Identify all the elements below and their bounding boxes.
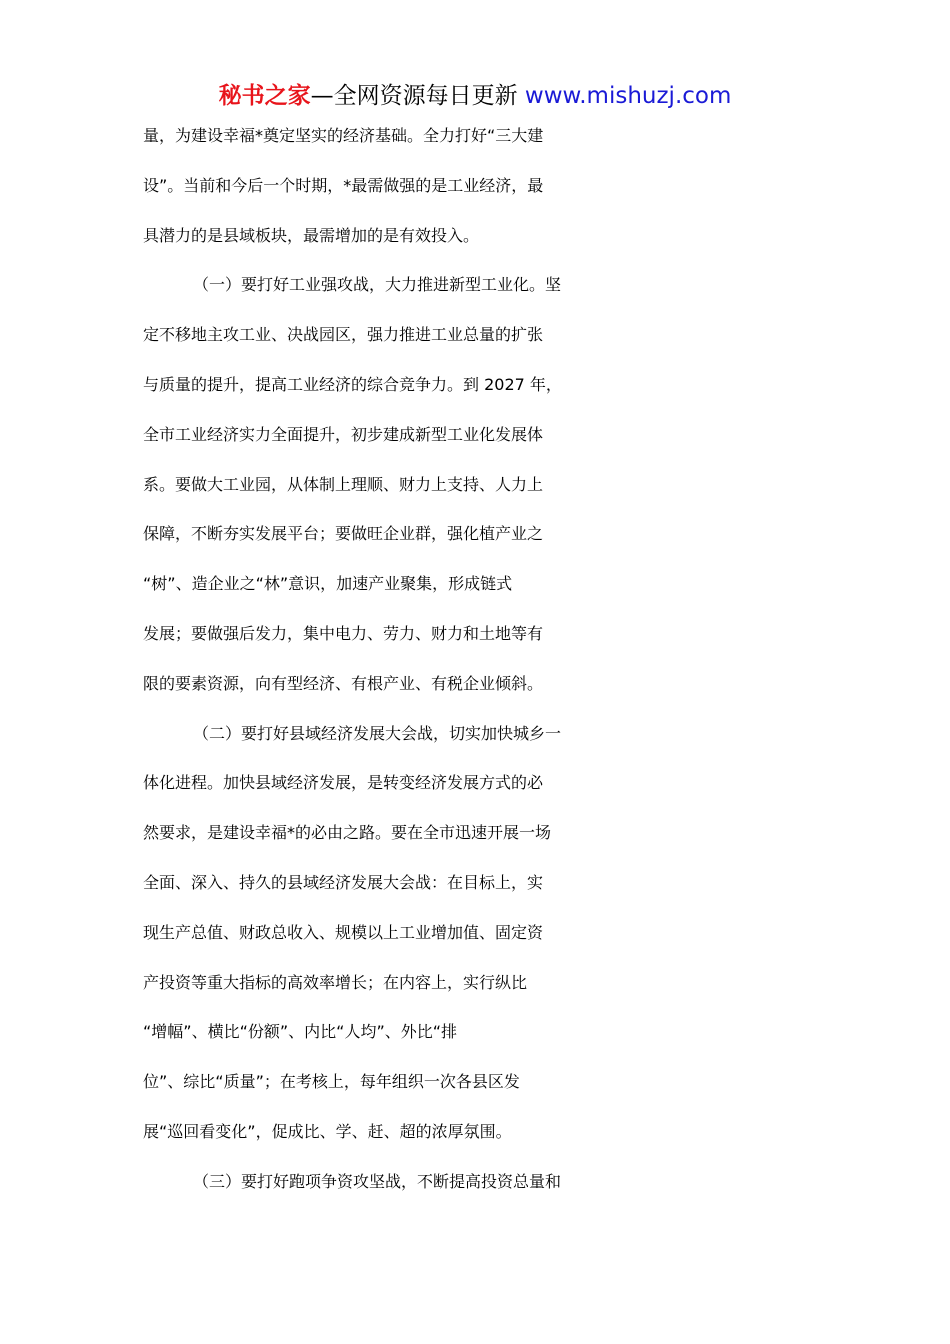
section-two-heading-line: （二）要打好县域经济发展大会战，切实加快城乡一 [193, 723, 562, 743]
text-line: 系。要做大工业园，从体制上理顺、财力上支持、人力上 [143, 474, 544, 494]
text-line: 与质量的提升，提高工业经济的综合竞争力。到 2027 年， [143, 374, 562, 394]
text-line: “树”、造企业之“林”意识，加速产业聚集，形成链式 [143, 574, 513, 594]
site-header [0, 80, 950, 112]
text-line: 限的要素资源，向有型经济、有根产业、有税企业倾斜。 [143, 673, 544, 693]
text-line: 体化进程。加快县域经济发展，是转变经济发展方式的必 [143, 773, 544, 793]
text-line: 产投资等重大指标的高效率增长；在内容上，实行纵比 [143, 972, 528, 992]
text-line: 展“巡回看变化”，促成比、学、赶、超的浓厚氛围。 [143, 1121, 512, 1141]
text-line: 发展；要做强后发力，集中电力、劳力、财力和土地等有 [143, 623, 544, 643]
text-line: 设”。当前和今后一个时期，*最需做强的是工业经济，最 [143, 175, 544, 195]
text-line: 位”、综比“质量”；在考核上，每年组织一次各县区发 [143, 1072, 520, 1092]
section-one-heading-line: （一）要打好工业强攻战，大力推进新型工业化。坚 [193, 275, 562, 295]
site-url-link[interactable]: www.mishuzj.com [524, 83, 732, 109]
text-line: 定不移地主攻工业、决战园区，强力推进工业总量的扩张 [143, 325, 544, 345]
text-line: “增幅”、横比“份额”、内比“人均”、外比“排 [143, 1022, 458, 1042]
text-line: 然要求，是建设幸福*的必由之路。要在全市迅速开展一场 [143, 823, 552, 843]
document-body [143, 123, 813, 1219]
section-three-heading-line: （三）要打好跑项争资攻坚战，不断提高投资总量和 [193, 1171, 562, 1191]
text-line: 保障，不断夯实发展平台；要做旺企业群，强化植产业之 [143, 524, 544, 544]
text-line: 全面、深入、持久的县域经济发展大会战：在目标上，实 [143, 872, 544, 892]
text-line: 具潜力的是县域板块，最需增加的是有效投入。 [143, 225, 480, 245]
site-slogan: —全网资源每日更新 [310, 83, 525, 109]
text-line: 现生产总值、财政总收入、规模以上工业增加值、固定资 [143, 922, 544, 942]
site-brand: 秘书之家 [218, 83, 311, 109]
text-line: 全市工业经济实力全面提升，初步建成新型工业化发展体 [143, 424, 544, 444]
text-line: 量，为建设幸福*奠定坚实的经济基础。全力打好“三大建 [143, 126, 544, 145]
